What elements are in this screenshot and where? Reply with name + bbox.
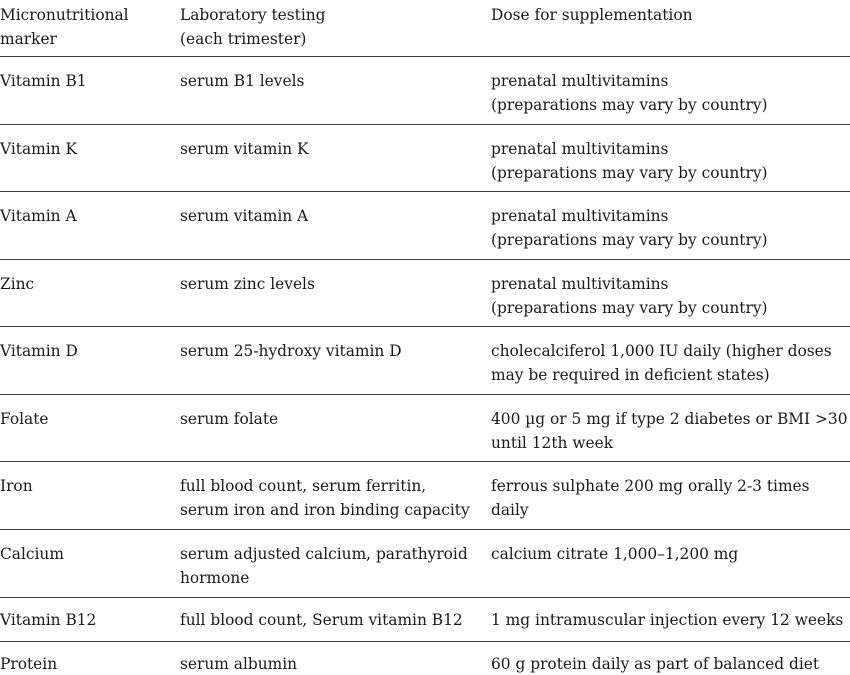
marker-cell: Vitamin B1	[0, 72, 87, 90]
marker-cell: Vitamin B12	[0, 611, 97, 629]
table-row	[0, 395, 850, 462]
header-marker-line: marker	[0, 30, 57, 48]
marker-cell: Calcium	[0, 545, 64, 563]
marker-cell: Vitamin D	[0, 342, 78, 360]
dose-line: until 12th week	[491, 434, 614, 452]
testing-cell	[180, 204, 491, 259]
testing-line: serum albumin	[180, 655, 298, 673]
dose-cell	[491, 474, 850, 529]
testing-cell	[180, 542, 491, 597]
header-dose	[491, 3, 850, 56]
dose-cell	[491, 339, 850, 394]
marker-cell: Zinc	[0, 275, 35, 293]
testing-cell	[180, 69, 491, 124]
header-marker-line: Micronutritional	[0, 6, 129, 24]
table-row	[0, 125, 850, 192]
header-testing-line: Laboratory testing	[180, 6, 326, 24]
testing-line: full blood count, Serum vitamin B12	[180, 611, 463, 629]
testing-line: serum zinc levels	[180, 275, 315, 293]
header-dose-line: Dose for supplementation	[491, 6, 693, 24]
dose-cell	[491, 137, 850, 191]
testing-line: serum adjusted calcium, parathyroid	[180, 545, 468, 563]
testing-cell	[180, 272, 491, 326]
testing-line: hormone	[180, 569, 250, 587]
marker-cell: Vitamin K	[0, 140, 77, 158]
dose-cell	[491, 652, 850, 675]
dose-line: prenatal multivitamins	[491, 275, 669, 293]
table-row	[0, 327, 850, 395]
table-row	[0, 57, 850, 125]
dose-line: may be required in deficient states)	[491, 366, 770, 384]
dose-cell	[491, 69, 850, 124]
dose-line: 60 g protein daily as part of balanced diet	[491, 655, 820, 673]
dose-cell	[491, 608, 850, 641]
testing-cell	[180, 474, 491, 529]
header-testing	[180, 3, 491, 56]
dose-line: 1 mg intramuscular injection every 12 weeks	[491, 611, 844, 629]
dose-line: daily	[491, 501, 529, 519]
dose-cell	[491, 407, 850, 461]
dose-line: prenatal multivitamins	[491, 207, 669, 225]
table-row	[0, 192, 850, 260]
header-testing-line: (each trimester)	[180, 30, 307, 48]
dose-line: (preparations may vary by country)	[491, 96, 768, 114]
testing-line: serum vitamin K	[180, 140, 309, 158]
dose-line: prenatal multivitamins	[491, 72, 669, 90]
dose-line: prenatal multivitamins	[491, 140, 669, 158]
dose-line: (preparations may vary by country)	[491, 231, 768, 249]
dose-cell	[491, 542, 850, 597]
testing-line: serum B1 levels	[180, 72, 305, 90]
testing-line: serum folate	[180, 410, 279, 428]
table-row	[0, 530, 850, 598]
table-header-row	[0, 0, 850, 57]
testing-cell	[180, 652, 491, 675]
testing-line: serum vitamin A	[180, 207, 309, 225]
marker-cell: Iron	[0, 477, 33, 495]
dose-cell	[491, 204, 850, 259]
testing-line: serum 25-hydroxy vitamin D	[180, 342, 402, 360]
testing-cell	[180, 339, 491, 394]
testing-cell	[180, 608, 491, 641]
table-row	[0, 642, 850, 675]
testing-cell	[180, 407, 491, 461]
marker-cell: Vitamin A	[0, 207, 77, 225]
dose-line: ferrous sulphate 200 mg orally 2-3 times	[491, 477, 810, 495]
dose-line: cholecalciferol 1,000 IU daily (higher doses	[491, 342, 832, 360]
dose-cell	[491, 272, 850, 326]
testing-cell	[180, 137, 491, 191]
dose-line: (preparations may vary by country)	[491, 299, 768, 317]
table-row	[0, 598, 850, 642]
table-row	[0, 260, 850, 327]
marker-cell: Folate	[0, 410, 49, 428]
header-marker	[0, 3, 180, 56]
testing-line: serum iron and iron binding capacity	[180, 501, 470, 519]
dose-line: 400 µg or 5 mg if type 2 diabetes or BMI >30	[491, 410, 848, 428]
testing-line: full blood count, serum ferritin,	[180, 477, 427, 495]
table-row	[0, 462, 850, 530]
dose-line: calcium citrate 1,000–1,200 mg	[491, 545, 739, 563]
marker-cell: Protein	[0, 655, 58, 673]
dose-line: (preparations may vary by country)	[491, 164, 768, 182]
